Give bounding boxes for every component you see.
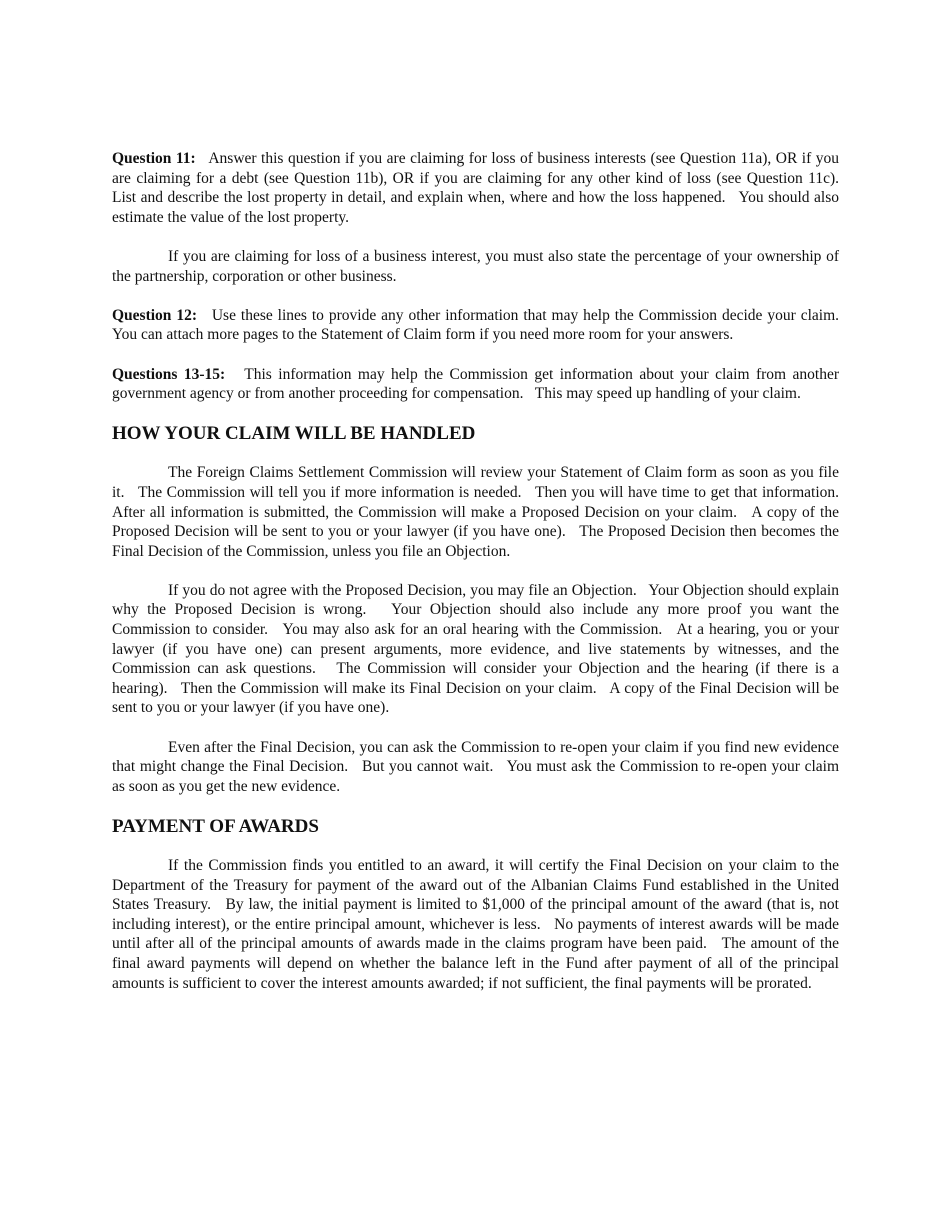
- questions-13-15-text: This information may help the Commission get information about your claim from another government agency or from another proceeding for compensation. This may speed up handling of your claim.: [112, 365, 843, 403]
- reopen-claim-paragraph: Even after the Final Decision, you can ask the Commission to re-open your claim if you find new evidence that might change the Final Decision. But you cannot wait. You must ask the Commission to re-open your claim as soon as you get the new evidence.: [112, 738, 843, 795]
- document-page: [112, 149, 851, 1013]
- questions-13-15-paragraph: [112, 365, 843, 404]
- question-12-paragraph: [112, 306, 851, 345]
- payment-of-awards-paragraph: If the Commission finds you entitled to an award, it will certify the Final Decision on your claim to the Department of the Treasury for payment of the award out of the Albanian Claims Fund established in the United States Treasury. By law, the initial payment is limited to $1,000 of the principal amount of the award (that is, not including interest), or the entire principal amount, whichever is less. No payments of interest awards will be made until after all of the principal amounts of awards made in the claims program have been paid. The amount of the final award payments will depend on whether the balance left in the Fund after payment of all of the principal amounts is sufficient to cover the interest amounts awarded; if not sufficient, the final payments will be prorated.: [112, 857, 843, 992]
- question-11-text: Answer this question if you are claiming for loss of business interests (see Question 11a), OR if you are claiming for a debt (see Question 11b), OR if you are claiming for any other kind of loss (see Question 11c). List and describe the lost property in detail, and explain when, where and how the loss happened. You should also estimate the value of the lost property.: [112, 150, 851, 226]
- question-12-label: Question 12:: [112, 306, 198, 324]
- question-11-label: Question 11:: [112, 150, 196, 167]
- business-interest-paragraph: [112, 247, 843, 286]
- section-heading-payment-of-awards: PAYMENT OF AWARDS: [112, 816, 319, 837]
- claim-handled-paragraph: The Foreign Claims Settlement Commission will review your Statement of Claim form as soon as you file it. The Commission will tell you if more information is needed. Then you will have time to get that information. After all information is submitted, the Commission will make a Proposed Decision on your claim. A copy of the Proposed Decision will be sent to you or your lawyer (if you have one). The Proposed Decision then becomes the Final Decision of the Commission, unless you file an Objection.: [112, 464, 851, 560]
- objection-paragraph: If you do not agree with the Proposed Decision, you may file an Objection. Your Objection should explain why the Proposed Decision is wrong. Your Objection should also include any more proof you want the Commission to consider. You may also ask for an oral hearing with the Commission. At a hearing, you or your lawyer (if you have one) can present arguments, more evidence, and live statements by witnesses, and the Commission can ask questions. The Commission will consider your Objection and the hearing (if there is a hearing). Then the Commission will make its Final Decision on your claim. A copy of the Final Decision will be sent to you or your lawyer (if you have one).: [112, 581, 843, 717]
- question-12-text: Use these lines to provide any other information that may help the Commission decide your claim. You can attach more pages to the Statement of Claim form if you need more room for your answers.: [112, 306, 851, 344]
- business-interest-text: If you are claiming for loss of a business interest, you must also state the percentage of your ownership of the partnership, corporation or other business.: [112, 247, 843, 285]
- question-11-paragraph: [112, 149, 851, 227]
- section-heading-claim-handled: HOW YOUR CLAIM WILL BE HANDLED: [112, 423, 476, 445]
- questions-13-15-label: Questions 13-15:: [112, 365, 226, 383]
